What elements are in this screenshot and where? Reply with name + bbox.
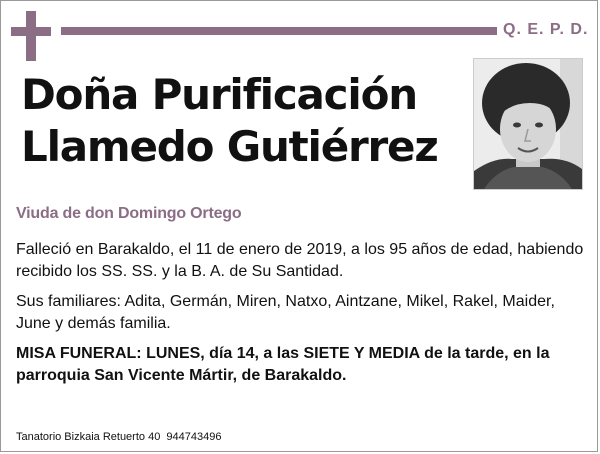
family-members-text: Sus familiares: Adita, Germán, Miren, Natxo, Aintzane, Mikel, Rakel, Maider, June y demás familia. (16, 293, 555, 332)
qepd-label: Q. E. P. D. (503, 21, 589, 38)
deceased-name (21, 69, 451, 173)
cross-icon (11, 11, 51, 61)
portrait-photo (473, 58, 583, 190)
funeral-home-contact: Tanatorio Bizkaia Retuerto 40 944743496 (16, 431, 222, 443)
funeral-mass-text: MISA FUNERAL: LUNES, día 14, a las SIETE Y MEDIA de la tarde, en la parroquia San Vicente Mártir, de Barakaldo. (16, 345, 550, 384)
death-announcement-text: Falleció en Barakaldo, el 11 de enero de 2019, a los 95 años de edad, habiendo recibido los SS. SS. y la B. A. de Su Santidad. (16, 241, 584, 280)
name-line-1: Doña Purificación (21, 70, 417, 119)
header-rule (61, 27, 497, 35)
name-line-2: Llamedo Gutiérrez (21, 122, 438, 171)
subtitle-widow-of: Viuda de don Domingo Ortego (16, 205, 242, 222)
